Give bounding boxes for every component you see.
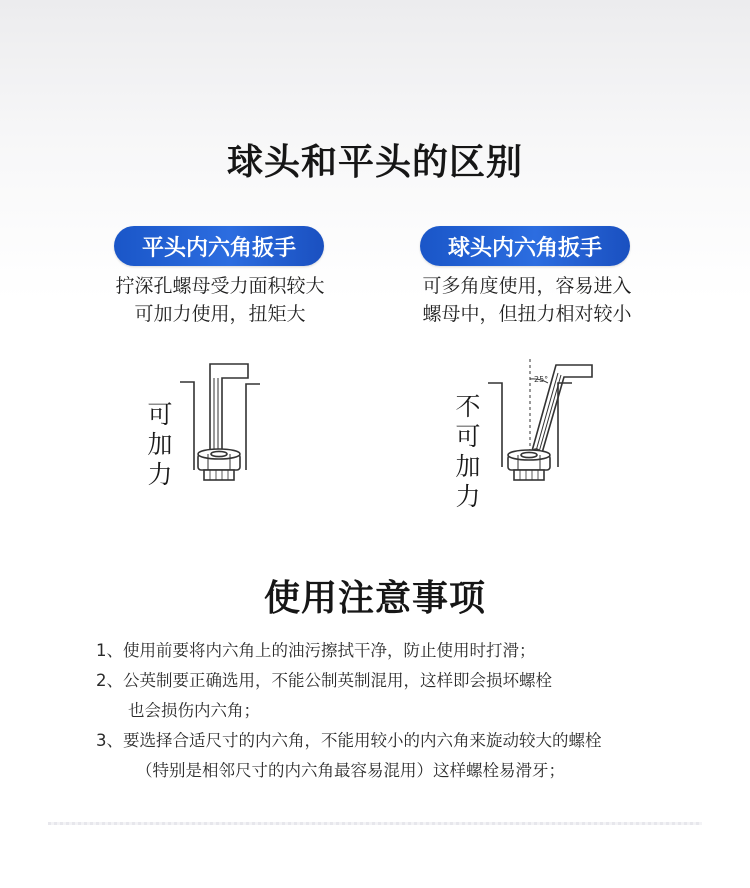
ball-head-description [362, 272, 692, 328]
flat-head-badge: 平头内六角扳手 [114, 226, 324, 266]
angle-label: 25° [534, 375, 549, 384]
flat-label-char: 可 [147, 400, 173, 429]
ball-wrench-diagram [470, 355, 600, 500]
hole-wall-left [488, 383, 502, 467]
flat-head-description [55, 272, 385, 328]
ball-desc-line-1: 可多角度使用，容易进入 [422, 275, 632, 297]
flat-wrench-diagram [160, 350, 270, 500]
hole-wall-right [246, 384, 260, 470]
flat-label-char: 加 [147, 430, 173, 459]
flat-label-char: 力 [147, 460, 173, 489]
notes-title: 使用注意事项 [263, 578, 486, 619]
note-item-1: 1、使用前要将内六角上的油污擦拭干净，防止使用时打滑； [96, 641, 536, 660]
notes-list [96, 636, 716, 786]
note-item-2-continued: 也会损伤内六角； [128, 701, 260, 720]
bolt-thread [514, 470, 544, 480]
footer-divider [48, 822, 702, 825]
ball-desc-line-2: 螺母中，但扭力相对较小 [422, 303, 632, 325]
page-title: 球头和平头的区别 [226, 142, 523, 183]
ball-head-badge: 球头内六角扳手 [420, 226, 630, 266]
ball-label-char: 力 [455, 482, 481, 511]
note-item-3-continued: （特别是相邻尺寸的内六角最容易混用）这样螺栓易滑牙； [136, 761, 565, 780]
hole-wall-left [180, 382, 194, 470]
ball-label-char: 可 [455, 422, 481, 451]
flat-desc-line-1: 拧深孔螺母受力面积较大 [115, 275, 325, 297]
note-item-3: 3、要选择合适尺寸的内六角，不能用较小的内六角来旋动较大的螺栓 [96, 731, 602, 750]
hex-key-outline [210, 364, 248, 458]
note-item-2: 2、公英制要正确选用，不能公制英制混用，这样即会损坏螺栓 [96, 671, 552, 690]
ball-label-char: 加 [455, 452, 481, 481]
hole-wall-right [558, 383, 572, 467]
flat-desc-line-2: 可加力使用，扭矩大 [134, 303, 306, 325]
bolt-thread [204, 470, 234, 480]
ball-label-char: 不 [455, 392, 481, 421]
